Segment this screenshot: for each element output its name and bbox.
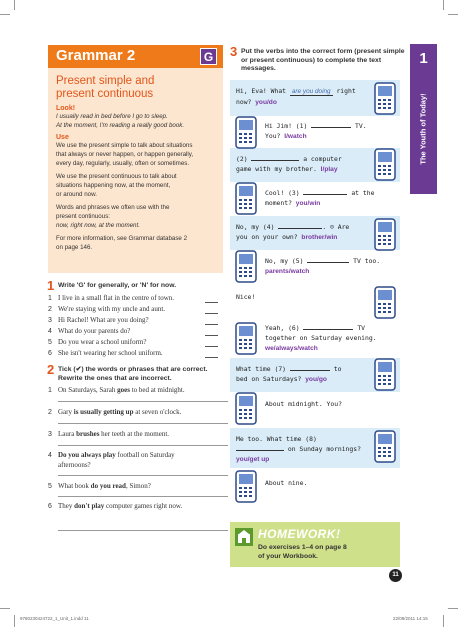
- item-text: She isn't wearing her school uniform.: [58, 349, 163, 357]
- unit-title: The Youth of Today!: [418, 93, 428, 165]
- grammar-title: Grammar 2: [56, 47, 136, 64]
- item-text: Laura: [58, 430, 77, 438]
- message-text: to: [329, 365, 342, 373]
- phone-icon: [374, 82, 396, 115]
- list-item: [48, 482, 151, 490]
- item-bold: do you read: [90, 482, 126, 490]
- item-bold: don't play: [74, 502, 105, 510]
- answer-blank[interactable]: [205, 313, 218, 314]
- message-line: [236, 164, 342, 175]
- homework-line: of your Workbook.: [258, 552, 318, 560]
- answer-blank[interactable]: [251, 160, 299, 161]
- message-line: [236, 97, 356, 108]
- item-number: 5: [48, 339, 52, 346]
- message-line: [265, 198, 374, 209]
- message-3: [265, 188, 374, 209]
- answer-line[interactable]: [58, 445, 228, 446]
- message-text: Cool! (3): [265, 189, 304, 197]
- message-text: Nice!: [236, 293, 256, 301]
- crop-mark: [0, 14, 10, 15]
- exercise-1-number: 1: [47, 278, 55, 293]
- message-text: No, my (4): [236, 223, 279, 231]
- item-bold: goes: [117, 386, 130, 394]
- answer-blank[interactable]: [303, 329, 353, 330]
- phone-icon: [235, 250, 257, 283]
- homework-box: [230, 522, 400, 567]
- item-text: football on Saturday: [115, 451, 175, 459]
- info-line: on page 146.: [56, 244, 93, 251]
- item-text: computer games right now.: [104, 502, 183, 510]
- look-example: [56, 121, 215, 130]
- message-text: (2): [236, 155, 252, 163]
- use-line: or around now.: [56, 191, 97, 198]
- message-text: a computer: [299, 155, 342, 163]
- use-line: that always or never happen, or happen generally,: [56, 151, 194, 158]
- message-text: moment?: [265, 199, 296, 207]
- item-text: I live in a small flat in the centre of town.: [58, 294, 175, 302]
- message-line: [236, 232, 349, 243]
- phone-icon: [374, 218, 396, 251]
- message-text: TV.: [351, 122, 367, 130]
- phone-icon: [374, 358, 396, 391]
- item-text: Do you wear a school uniform?: [58, 338, 147, 346]
- message-1: [265, 121, 367, 142]
- footer-slug: 9780230424722_1_Unit_1.indd 11: [20, 616, 89, 621]
- item-text: Hi Rachel! What are you doing?: [58, 316, 149, 324]
- item-number: 4: [48, 452, 52, 459]
- answer-blank[interactable]: [278, 228, 322, 229]
- list-item: [48, 349, 163, 357]
- item-number: 3: [48, 431, 52, 438]
- message-line: [265, 188, 374, 198]
- list-item: [48, 316, 149, 324]
- page-number: 11: [389, 569, 402, 582]
- list-item: [48, 386, 185, 394]
- use-line: situations happening now, at the moment,: [56, 182, 171, 189]
- item-number: 1: [48, 387, 52, 394]
- verb-prompt: you/win: [295, 200, 321, 207]
- item-text: On Saturdays, Sarah: [58, 386, 118, 394]
- message-11: [265, 478, 307, 488]
- message-line: [265, 323, 377, 333]
- message-line: [236, 454, 361, 465]
- list-item: [48, 451, 175, 459]
- unit-tab: [410, 44, 437, 194]
- verb-prompt: you/go: [305, 376, 327, 383]
- answer-blank[interactable]: [303, 194, 347, 195]
- verb-prompt: I/play: [320, 166, 338, 173]
- message-line: [236, 154, 342, 164]
- look-heading: Look!: [56, 105, 76, 112]
- exercise-2-title: [58, 366, 207, 383]
- item-text: to bed at midnight.: [129, 386, 185, 394]
- message-5: [265, 256, 380, 277]
- look-line: I usually read in bed before I go to sleep.: [56, 113, 168, 120]
- info-paragraph: [56, 234, 215, 252]
- grammar-subtitle-line: present continuous: [56, 88, 154, 100]
- use-paragraph: [56, 172, 215, 199]
- phone-icon: [235, 392, 257, 425]
- message-0: [236, 86, 356, 108]
- words-line: [56, 221, 215, 230]
- use-paragraph: [56, 141, 215, 168]
- list-item: [48, 408, 181, 416]
- answer-blank[interactable]: [205, 346, 218, 347]
- message-text: at the: [347, 189, 375, 197]
- exercise-2-title-line: Rewrite the ones that are incorrect.: [58, 374, 172, 382]
- message-text: About nine.: [265, 479, 308, 487]
- grammar-subtitle: [56, 75, 215, 101]
- phone-icon: [374, 148, 396, 181]
- exercise-1-title: Write 'G' for generally, or 'N' for now.: [58, 282, 177, 289]
- grammar-box: [48, 45, 223, 273]
- homework-text: [258, 544, 347, 561]
- answer-line[interactable]: [58, 401, 228, 402]
- message-text: . ☺ Are: [322, 223, 350, 231]
- unit-number: 1: [419, 50, 428, 67]
- item-text: Gary: [58, 408, 74, 416]
- message-text: together on Saturday evening.: [265, 334, 377, 342]
- item-number: 2: [48, 306, 52, 313]
- item-number: 6: [48, 503, 52, 510]
- answer-line[interactable]: [58, 530, 228, 531]
- phone-icon: [374, 430, 396, 463]
- message-10: [236, 434, 361, 465]
- item-text: , Simon?: [125, 482, 151, 490]
- message-text: Yeah, (6): [265, 324, 304, 332]
- message-line: [265, 131, 367, 142]
- info-line: For more information, see Grammar database 2: [56, 235, 188, 242]
- item-text: her teeth at the moment.: [99, 430, 170, 438]
- message-line: [236, 364, 341, 374]
- item-number: 4: [48, 328, 52, 335]
- crop-mark: [448, 14, 458, 15]
- verb-prompt: you/do: [255, 99, 277, 106]
- message-text: game with my brother.: [236, 165, 321, 173]
- item-number: 3: [48, 317, 52, 324]
- verb-prompt: you/get up: [236, 456, 270, 463]
- crop-mark: [14, 0, 15, 10]
- answer-blank[interactable]: [205, 335, 218, 336]
- use-line: We use the present continuous to talk about: [56, 173, 177, 180]
- list-item: [48, 305, 165, 313]
- message-9: [265, 399, 342, 409]
- exercise-3-number: 3: [230, 44, 238, 59]
- message-text: now?: [236, 98, 252, 106]
- exercise-2-title-line: Tick (✔) the words or phrases that are correct.: [58, 366, 208, 373]
- phone-icon: [235, 116, 257, 149]
- message-text: You?: [265, 132, 285, 140]
- message-text: Me too. What time (8): [236, 435, 317, 443]
- list-item-continuation: afternoons?: [58, 461, 91, 469]
- item-number: 6: [48, 350, 52, 357]
- list-item: [48, 327, 130, 335]
- message-text: Hi, Eva! What: [236, 87, 290, 95]
- message-line: [236, 86, 356, 97]
- message-line: [236, 222, 349, 232]
- message-line: [265, 256, 380, 266]
- message-text: TV: [353, 324, 366, 332]
- message-line: [265, 121, 367, 131]
- item-bold: Do you always play: [58, 451, 116, 459]
- use-line: every day, regularly, usually, often or sometimes.: [56, 160, 190, 167]
- message-text: Hi Jim! (1): [265, 122, 312, 130]
- look-example: [56, 112, 215, 121]
- exercise-1-list: [48, 294, 228, 364]
- answer-line[interactable]: [58, 475, 228, 476]
- crop-mark: [0, 608, 10, 609]
- item-text: What book: [58, 482, 91, 490]
- item-bold: brushes: [76, 430, 100, 438]
- item-text: at seven o'clock.: [133, 408, 182, 416]
- message-text: TV too.: [349, 257, 381, 265]
- answer-line[interactable]: [58, 423, 228, 424]
- homework-line: Do exercises 1–4 on page 8: [258, 544, 347, 551]
- grammar-badge-icon: G: [200, 48, 217, 65]
- message-line: [236, 374, 341, 385]
- answer-blank[interactable]: [205, 357, 218, 358]
- message-text: right: [332, 87, 356, 95]
- list-item: [48, 294, 174, 302]
- item-number: 5: [48, 483, 52, 490]
- answer-blank[interactable]: [205, 324, 218, 325]
- list-item: [48, 430, 169, 438]
- exercise-3-title: Put the verbs into the correct form (present simple or present continuous) to complete the text messages.: [241, 48, 405, 72]
- phone-icon: [374, 286, 396, 319]
- homework-title: HOMEWORK!: [258, 527, 341, 541]
- message-6: [236, 292, 255, 302]
- message-7: [265, 323, 377, 354]
- answer-blank[interactable]: [311, 127, 351, 128]
- look-line: At the moment, I'm reading a really good book.: [56, 122, 185, 129]
- exercise-2-list: [48, 386, 228, 516]
- footer-date: 22/09/2011 14:15: [393, 616, 428, 621]
- item-text: What do your parents do?: [58, 327, 131, 335]
- answer-line[interactable]: [58, 496, 228, 497]
- words-line: present continuous:: [56, 213, 111, 220]
- item-text: We're staying with my uncle and aunt.: [58, 305, 166, 313]
- crop-mark: [448, 608, 458, 609]
- answer-blank[interactable]: [290, 370, 330, 371]
- message-line: [265, 343, 377, 354]
- message-8: [236, 364, 341, 385]
- crop-mark: [443, 615, 444, 627]
- use-line: We use the present simple to talk about situations: [56, 142, 193, 149]
- answer-blank[interactable]: [307, 262, 349, 263]
- verb-prompt: brother/win: [301, 234, 338, 241]
- message-text: About midnight. You?: [265, 400, 342, 408]
- crop-mark: [14, 615, 15, 627]
- answer-blank[interactable]: [236, 450, 284, 451]
- verb-prompt: we/always/watch: [265, 345, 318, 352]
- phone-icon: [235, 182, 257, 215]
- message-text: you on your own?: [236, 233, 302, 241]
- message-line: [236, 444, 361, 454]
- phone-icon: [235, 322, 257, 355]
- item-number: 2: [48, 409, 52, 416]
- homework-icon: [235, 528, 253, 546]
- verb-prompt: parents/watch: [265, 268, 310, 275]
- list-item: [48, 502, 182, 510]
- message-text: on Sunday mornings?: [284, 445, 361, 453]
- grammar-header: [48, 45, 223, 68]
- crop-mark: [443, 0, 444, 10]
- example-answer: are you doing: [291, 88, 331, 95]
- words-list: now, right now, at the moment.: [56, 222, 140, 229]
- message-text: bed on Saturdays?: [236, 375, 306, 383]
- item-number: 1: [48, 295, 52, 302]
- message-text: What time (7): [236, 365, 290, 373]
- grammar-subtitle-line: Present simple and: [56, 75, 155, 87]
- words-line: Words and phrases we often use with the: [56, 204, 170, 211]
- words-paragraph: [56, 203, 215, 230]
- message-2: [236, 154, 342, 175]
- message-line: [265, 266, 380, 277]
- message-4: [236, 222, 349, 243]
- item-bold: is usually getting up: [73, 408, 134, 416]
- message-text: No, my (5): [265, 257, 308, 265]
- use-heading: Use: [56, 134, 69, 141]
- exercise-2-number: 2: [47, 362, 55, 377]
- phone-icon: [235, 470, 257, 503]
- verb-prompt: I/watch: [284, 133, 307, 140]
- item-text: They: [58, 502, 75, 510]
- answer-blank[interactable]: [205, 302, 218, 303]
- list-item: [48, 338, 146, 346]
